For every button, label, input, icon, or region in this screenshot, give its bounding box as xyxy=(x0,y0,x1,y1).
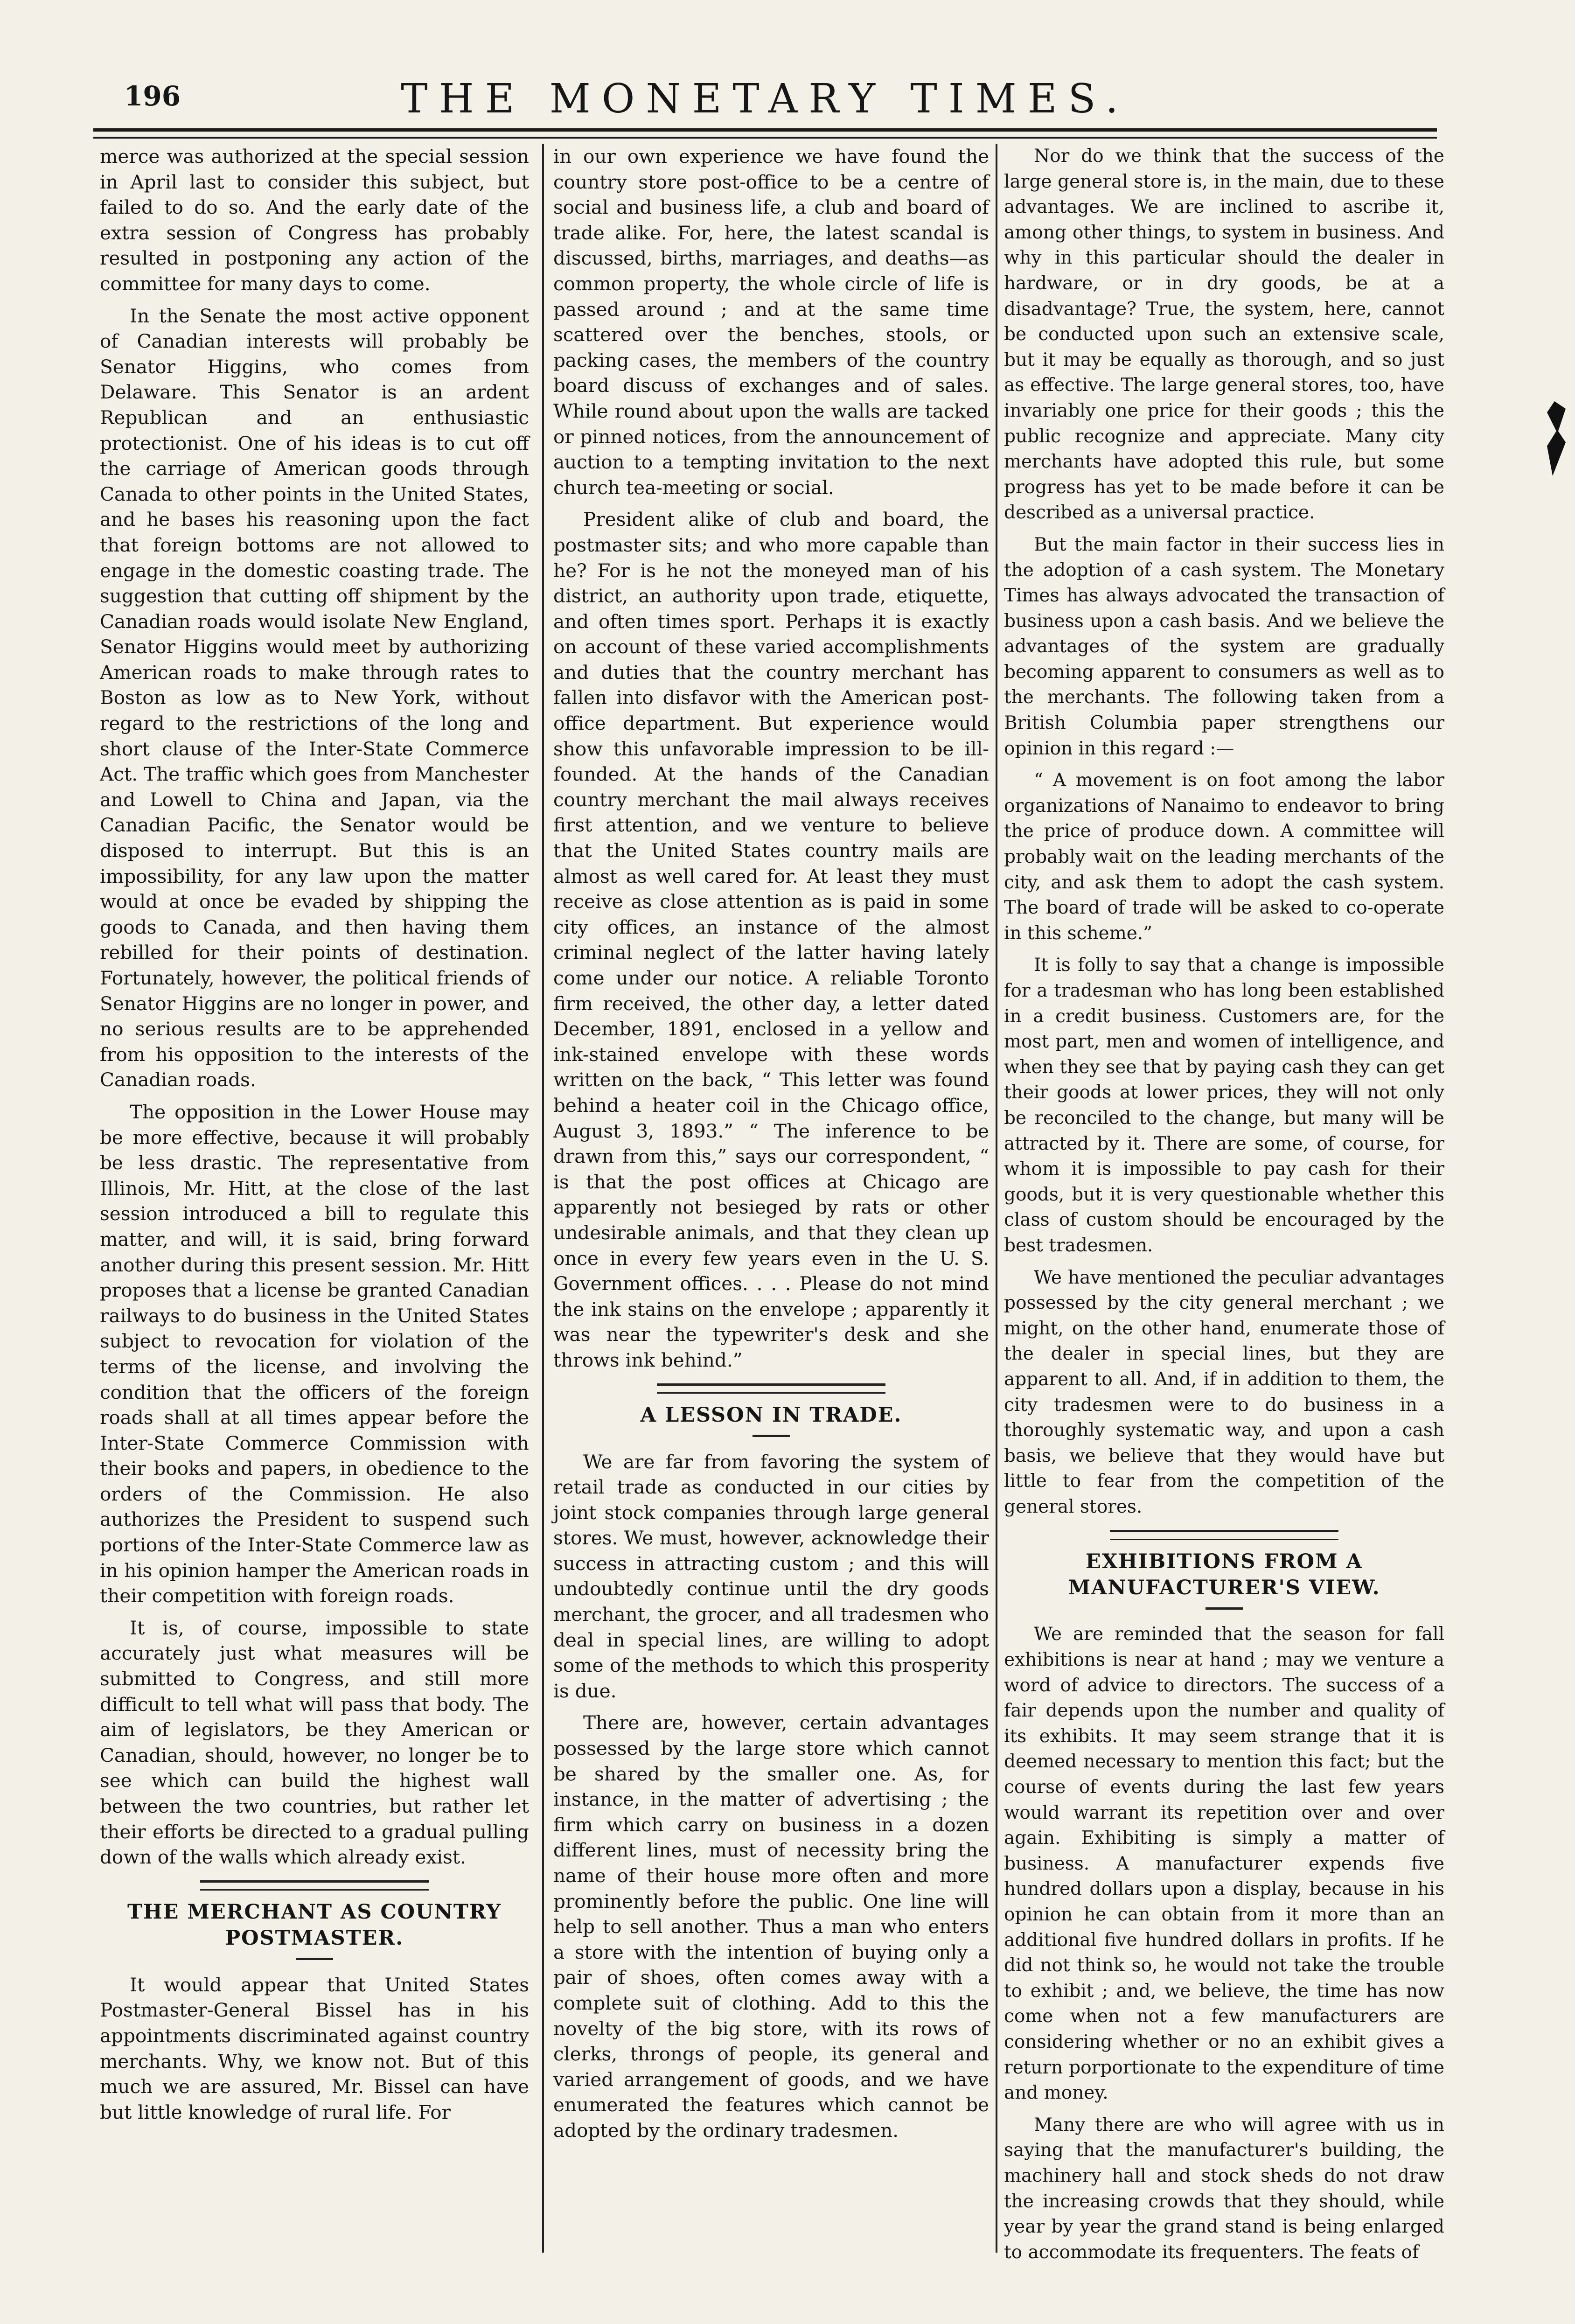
column-divider-1 xyxy=(542,144,544,2253)
article-paragraph: Many there are who will agree with us in saying that the manufacturer's building, the machinery hall and stock sheds do not draw the increasing crowds that they should, while year by year the grand stand is being enlarged to accommodate its frequenters. The feats of xyxy=(1004,2114,1444,2263)
heading-underline xyxy=(753,1435,790,1437)
column-divider-2 xyxy=(996,144,997,2253)
binding-tear-mark xyxy=(1547,401,1566,476)
article-paragraph: Nor do we think that the success of the large general store is, in the main, due to these advantages. We are inclined to ascribe it, among other things, to system in business. And why in this particular should the dealer in hardware, or in dry goods, be at a disadvantage? True, the system, here, cannot be conducted upon such an extensive scale, but it may be equally as thorough, and so just as effective. The large general stores, too, have invariably one price for their goods ; this the public recognize and appreciate. Many city merchants have adopted this rule, but some progress has yet to be made before it can be described as a universal practice. xyxy=(1004,146,1444,523)
section-rule xyxy=(1110,1530,1338,1540)
article-paragraph: President alike of club and board, the postmaster sits; and who more capable than he? For is he not the moneyed man of his district, an authority upon trade, etiquette, and often times sport. Perhaps it is exactly on account of these varied accomplishments and duties that the country merchant has fallen into disfavor with the American post-office department. But experience would show this unfavorable impression to be ill-founded. At the hands of the Canadian country merchant the mail always receives first attention, and we venture to believe that the United States country mails are almost as well cared for. At least they must receive as close attention as is paid in some city offices, an instance of the almost criminal neglect of the latter having lately come under our notice. A reliable Toronto firm received, the other day, a letter dated December, 1891, enclosed in a yellow and ink-stained envelope with these words written on the back, “ This letter was found behind a heater coil in the Chicago office, August 3, 1893.” “ The inference to be drawn from this,” says our correspondent, “ is that the post offices at Chicago are apparently not besieged by rats or other undesirable animals, and that they clean up once in every few years even in the U. S. Government offices. . . . Please do not mind the ink stains on the envelope ; apparently it was near the typewriter's desk and she throws ink behind.” xyxy=(553,508,989,1371)
page-number: 196 xyxy=(124,80,181,112)
article-paragraph: It would appear that United States Postmaster-General Bissel has in his appointments discriminated against country merchants. Why, we know not. But of this much we are assured, Mr. Bissel can have but little knowledge of rural life. For xyxy=(100,1973,529,2123)
article-paragraph: We are reminded that the season for fall exhibitions is near at hand ; may we venture a word of advice to directors. The success of a fair depends upon the number and quality of its exhibits. It may seem strange that it is deemed necessary to mention this fact; but the course of events during the last few years would warrant its repetition over and over again. Exhibiting is simply a matter of business. A manufacturer expends five hundred dollars upon a display, because in his opinion he can obtain from it more than an additional five hundred dollars in profits. If he did not think so, he would not take the trouble to exhibit ; and, we believe, the time has now come when not a few manufacturers are considering whether or no an exhibit gives a return porportionate to the expenditure of time and money. xyxy=(1004,1624,1444,2104)
article-paragraph: We have mentioned the peculiar advantages possessed by the city general merchant ; we might, on the other hand, enumerate those of the dealer in special lines, but they are apparent to all. And, if in addition to them, the city tradesmen were to do business in a thoroughly systematic way, and upon a cash basis, we believe that they would have but little to fear from the competition of the general stores. xyxy=(1004,1267,1444,1517)
header-double-rule xyxy=(93,128,1437,139)
article-paragraph: But the main factor in their success lies in the adoption of a cash system. The Monetary Times has always advocated the transaction of business upon a cash basis. And we believe the advantages of the system are gradually becoming apparent to consumers as well as to the merchants. The following taken from a British Columbia paper strengthens our opinion in this regard :— xyxy=(1004,534,1444,759)
article-paragraph: The opposition in the Lower House may be more effective, because it will probably be less drastic. The representative from Illinois, Mr. Hitt, at the close of the last session introduced a bill to regulate this matter, and will, it is said, bring forward another during this present session. Mr. Hitt proposes that a license be granted Canadian railways to do business in the United States subject to revocation for violation of the terms of the license, and involving the condition that the officers of the foreign roads shall at all times appear before the Inter-State Commerce Commission with their books and papers, in obedience to the orders of the Commission. He also authorizes the President to suspend such portions of the Inter-State Commerce law as in his opinion hamper the American roads in their competition with foreign roads. xyxy=(100,1100,529,1607)
article-paragraph: “ A movement is on foot among the labor organizations of Nanaimo to endeavor to bring the price of produce down. A committee will probably wait on the leading merchants of the city, and ask them to adopt the cash system. The board of trade will be asked to co-operate in this scheme.” xyxy=(1004,770,1444,944)
article-paragraph: In the Senate the most active opponent of Canadian interests will probably be Senator Higgins, who comes from Delaware. This Senator is an ardent Republican and an enthusiastic protectionist. One of his ideas is to cut off the carriage of American goods through Canada to other points in the United States, and he bases his reasoning upon the fact that foreign bottoms are not allowed to engage in the domestic coasting trade. The suggestion that cutting off shipment by the Canadian roads would isolate New England, Senator Higgins would meet by authorizing American roads to make through rates to Boston as low as to New York, without regard to the restrictions of the long and short clause of the Inter-State Commerce Act. The traffic which goes from Manchester and Lowell to China and Japan, via the Canadian Pacific, the Senator would be disposed to interrupt. But this is an impossibility, for any law upon the matter would at once be evaded by shipping the goods to Canada, and then having them rebilled for their points of destination. Fortunately, however, the political friends of Senator Higgins are no longer in power, and no serious results are to be apprehended from his opposition to the interests of the Canadian roads. xyxy=(100,304,529,1091)
article-paragraph: It is, of course, impossible to state accurately just what measures will be submitted to Congress, and still more difficult to tell what will pass that body. The aim of legislators, be they American or Canadian, should, however, no longer be to see which can build the highest wall between the two countries, but rather let their efforts be directed to a gradual pulling down of the walls which already exist. xyxy=(100,1616,529,1869)
article-heading: EXHIBITIONS FROM A MANUFACTURER'S VIEW. xyxy=(1068,1550,1380,1600)
article-paragraph: in our own experience we have found the country store post-office to be a centre of social and business life, a club and board of trade alike. For, here, the latest scandal is discussed, births, marriages, and deaths—as common property, the whole circle of life is passed around ; and at the same time scattered over the benches, stools, or packing cases, the members of the country board discuss of exchanges and of sales. While round about upon the walls are tacked or pinned notices, from the announcement of auction to a tempting invitation to the next church tea-meeting or social. xyxy=(553,145,989,499)
masthead-title: THE MONETARY TIMES. xyxy=(401,76,1129,122)
column-2 xyxy=(553,144,989,2143)
column-1 xyxy=(100,144,529,2125)
heading-underline xyxy=(1206,1607,1243,1610)
column-3 xyxy=(1004,144,1444,2265)
page-header xyxy=(93,70,1437,121)
heading-underline xyxy=(296,1958,333,1960)
section-rule xyxy=(657,1383,885,1394)
section-rule xyxy=(200,1880,429,1891)
article-paragraph: There are, however, certain advantages possessed by the large store which cannot be shared by the smaller one. As, for instance, in the matter of advertising ; the firm which carry on business in a dozen different lines, must of necessity bring the name of their house more often and more prominently before the public. One line will help to sell another. Thus a man who enters a store with the intention of buying only a pair of shoes, often comes away with a complete suit of clothing. Add to this the novelty of the big store, with its rows of clerks, throngs of people, its general and varied arrangement of goods, and we have enumerated the features which cannot be adopted by the ordinary tradesmen. xyxy=(553,1711,989,2142)
article-paragraph: We are far from favoring the system of retail trade as conducted in our cities by joint stock companies through large general stores. We must, however, acknowledge their success in attracting custom ; and this will undoubtedly continue until the dry goods merchant, the grocer, and all tradesmen who deal in special lines, are willing to adopt some of the methods to which this prosperity is due. xyxy=(553,1450,989,1702)
article-heading: THE MERCHANT AS COUNTRY POSTMASTER. xyxy=(127,1900,502,1950)
article-paragraph: It is folly to say that a change is impossible for a tradesman who has long been established in a credit business. Customers are, for the most part, men and women of intelligence, and when they see that by paying cash they can get their goods at lower prices, they will not only be reconciled to the change, but many will be attracted by it. There are some, of course, for whom it is impossible to pay cash for their goods, but it is very questionable whether this class of custom should be encouraged by the best tradesmen. xyxy=(1004,955,1444,1256)
article-paragraph: merce was authorized at the special session in April last to consider this subject, but failed to do so. And the early date of the extra session of Congress has probably resulted in postponing any action of the committee for many days to come. xyxy=(100,145,529,295)
article-heading: A LESSON IN TRADE. xyxy=(640,1403,902,1427)
